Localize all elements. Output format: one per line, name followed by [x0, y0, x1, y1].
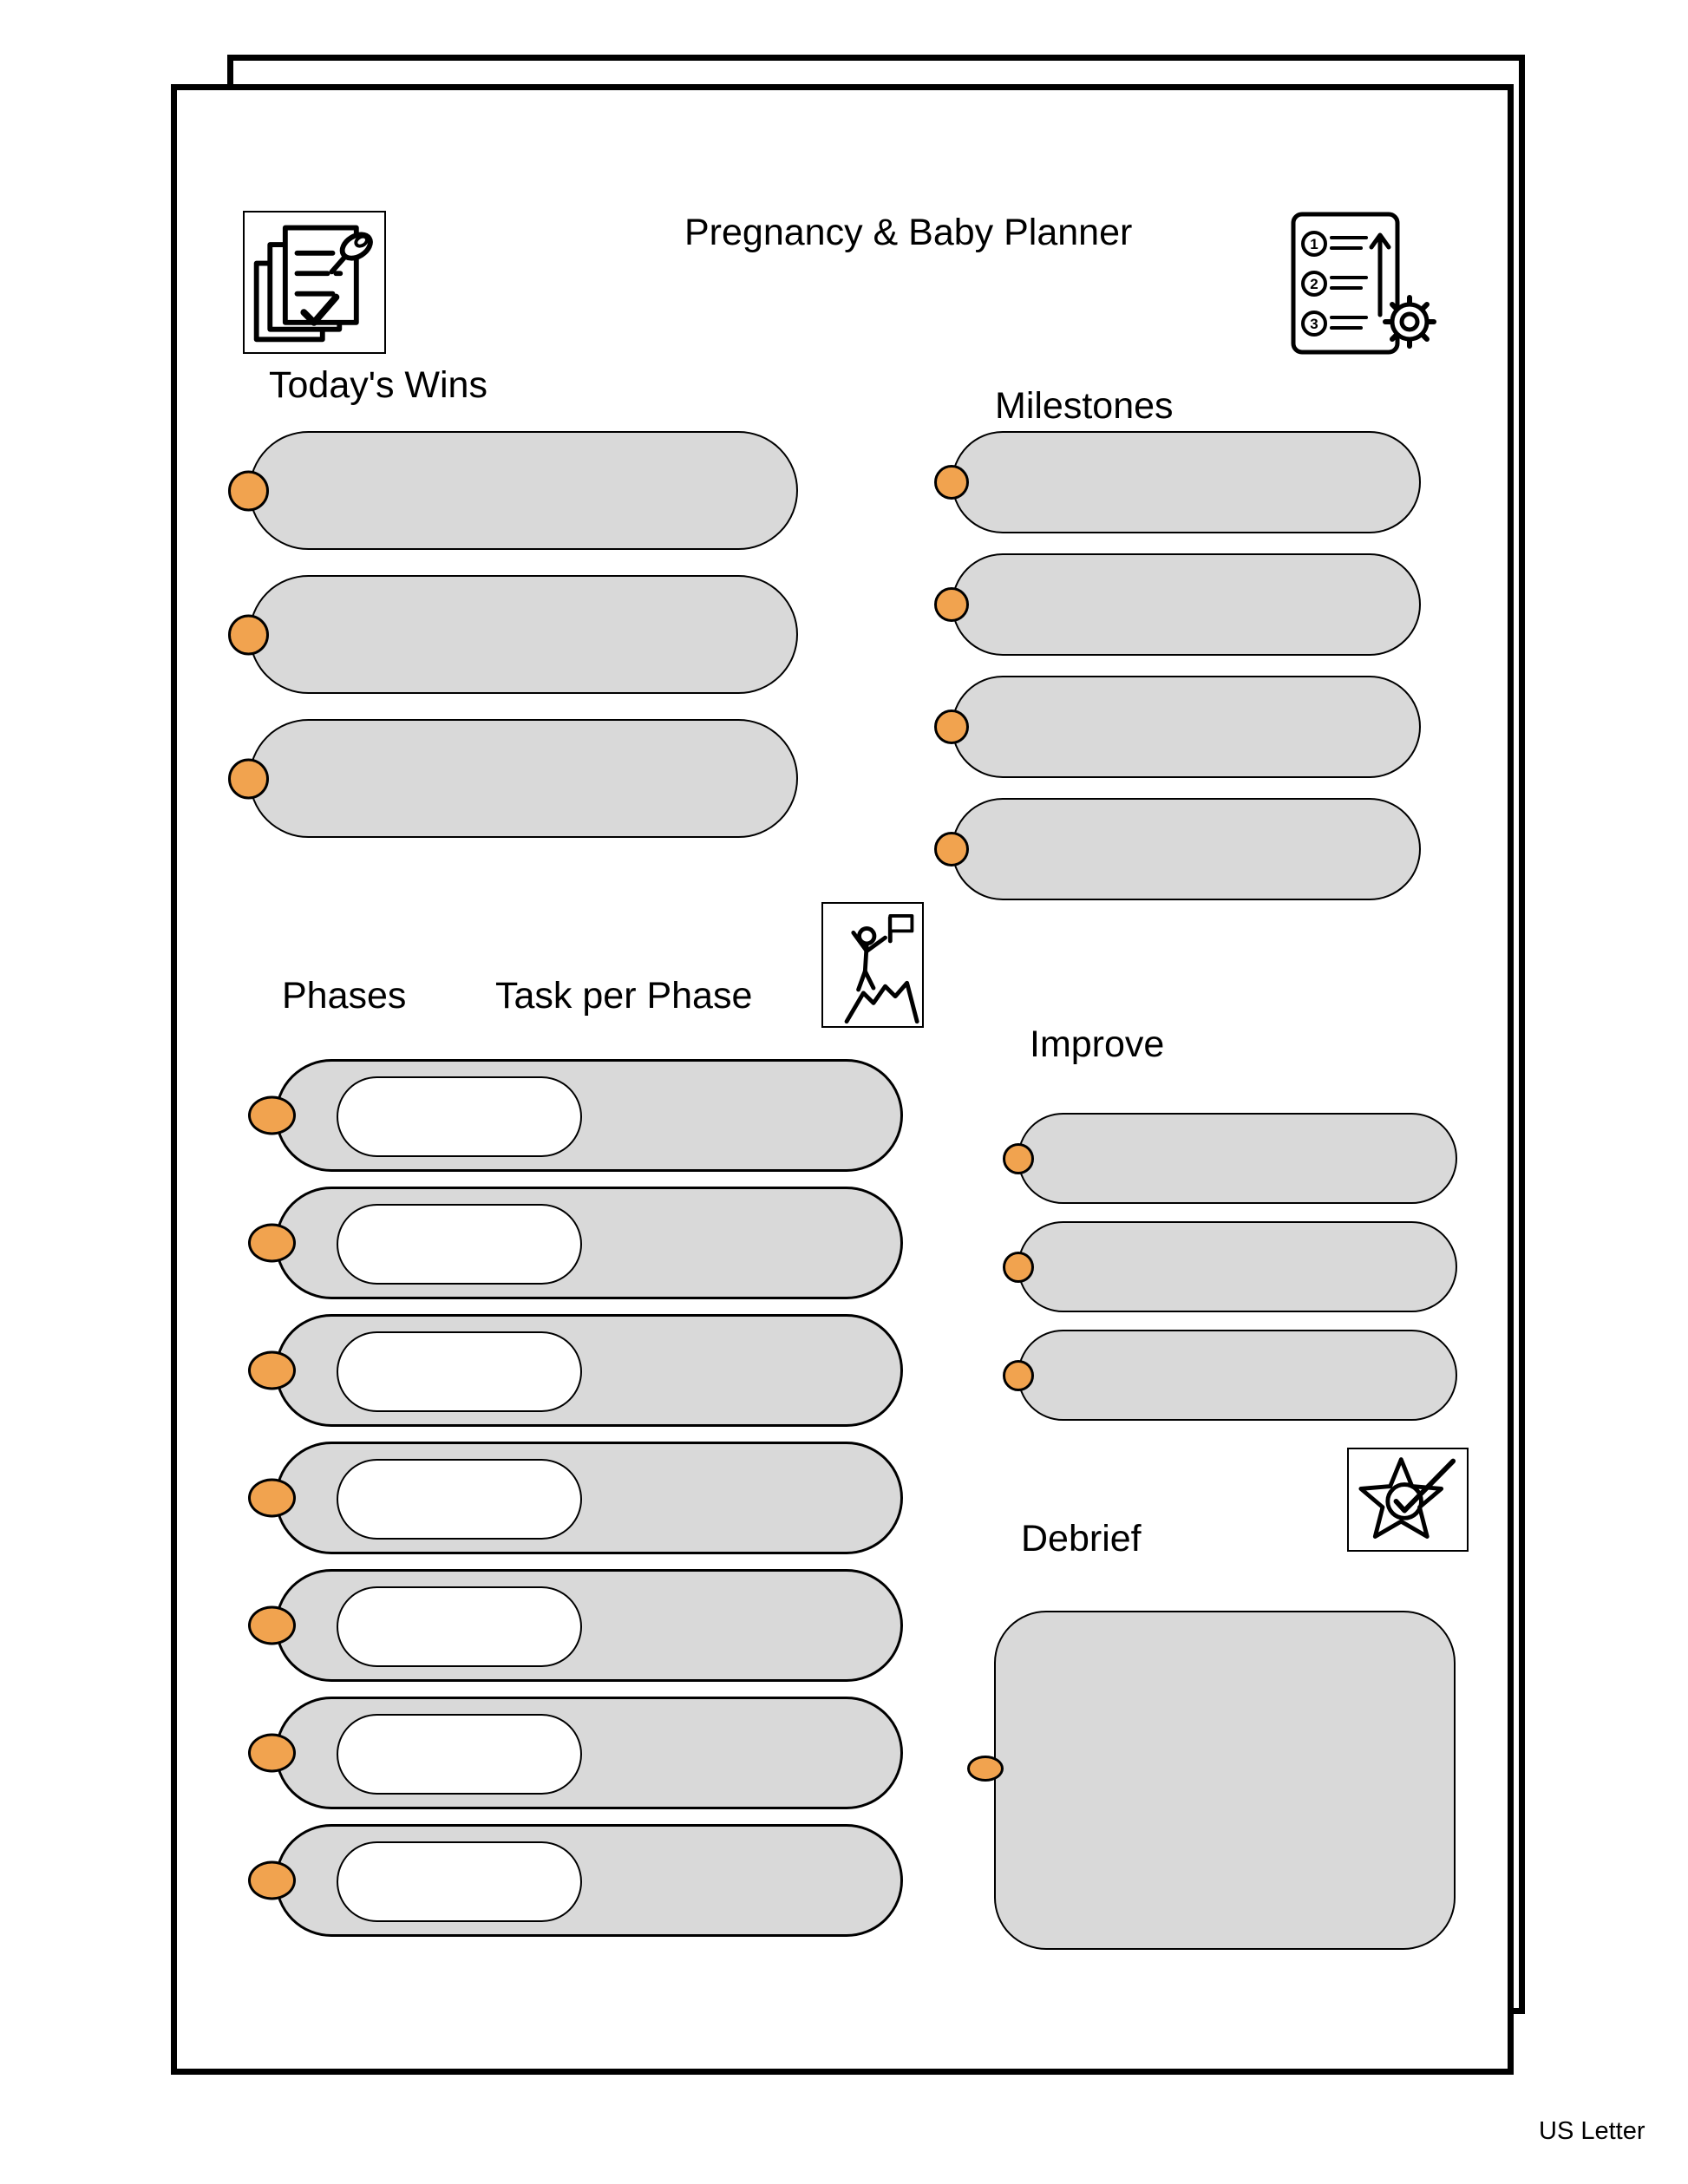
- section-title-milestones: Milestones: [995, 385, 1174, 427]
- connector-dot: [248, 1479, 296, 1518]
- phase-task-field[interactable]: [275, 1697, 903, 1809]
- phase-name-field[interactable]: [337, 1331, 582, 1412]
- connector-dot: [1003, 1360, 1034, 1391]
- section-title-task-per-phase: Task per Phase: [495, 975, 753, 1017]
- connector-dot: [1003, 1143, 1034, 1174]
- connector-dot: [967, 1756, 1004, 1782]
- connector-dot: [1003, 1252, 1034, 1283]
- pinned-notes-icon: [243, 211, 386, 354]
- phase-task-field[interactable]: [275, 1059, 903, 1172]
- section-title-improve: Improve: [1030, 1023, 1165, 1065]
- debrief-field[interactable]: [994, 1611, 1456, 1950]
- mountain-flag-icon: [821, 902, 924, 1028]
- todays-wins-field[interactable]: [249, 431, 798, 550]
- connector-dot: [934, 587, 969, 622]
- milestone-field[interactable]: [952, 553, 1421, 656]
- svg-text:3: 3: [1310, 316, 1318, 332]
- connector-dot: [934, 709, 969, 744]
- page-title: Pregnancy & Baby Planner: [684, 212, 1133, 253]
- section-title-debrief: Debrief: [1021, 1518, 1142, 1560]
- phase-name-field[interactable]: [337, 1076, 582, 1157]
- connector-dot: [934, 832, 969, 866]
- improve-field[interactable]: [1017, 1330, 1457, 1421]
- todays-wins-fields: [249, 431, 798, 838]
- connector-dot: [248, 1351, 296, 1390]
- phase-task-field[interactable]: [275, 1569, 903, 1682]
- milestone-field[interactable]: [952, 676, 1421, 778]
- improve-fields: [1017, 1113, 1457, 1421]
- connector-dot: [248, 1096, 296, 1135]
- milestone-field[interactable]: [952, 798, 1421, 900]
- connector-dot: [228, 758, 269, 799]
- section-title-todays-wins: Today's Wins: [269, 364, 487, 406]
- phase-task-field[interactable]: [275, 1442, 903, 1554]
- connector-dot: [248, 1224, 296, 1263]
- phase-name-field[interactable]: [337, 1586, 582, 1667]
- svg-text:2: 2: [1310, 276, 1318, 292]
- phase-task-field[interactable]: [275, 1824, 903, 1937]
- todays-wins-field[interactable]: [249, 719, 798, 838]
- numbered-plan-gear-icon: [1290, 211, 1437, 356]
- improve-field[interactable]: [1017, 1113, 1457, 1204]
- paper-size-label: US Letter: [1539, 2117, 1645, 2145]
- section-title-phases: Phases: [282, 975, 407, 1017]
- connector-dot: [248, 1606, 296, 1645]
- todays-wins-field[interactable]: [249, 575, 798, 694]
- improve-field[interactable]: [1017, 1221, 1457, 1312]
- phases-fields: [275, 1059, 903, 1937]
- phase-name-field[interactable]: [337, 1204, 582, 1285]
- phase-task-field[interactable]: [275, 1187, 903, 1299]
- phase-name-field[interactable]: [337, 1459, 582, 1540]
- phase-name-field[interactable]: [337, 1841, 582, 1922]
- phase-task-field[interactable]: [275, 1314, 903, 1427]
- connector-dot: [248, 1861, 296, 1900]
- phase-name-field[interactable]: [337, 1714, 582, 1795]
- milestone-field[interactable]: [952, 431, 1421, 533]
- milestones-fields: [952, 431, 1421, 900]
- connector-dot: [228, 614, 269, 655]
- star-check-icon: [1347, 1448, 1469, 1552]
- connector-dot: [248, 1734, 296, 1773]
- svg-text:1: 1: [1310, 236, 1318, 252]
- connector-dot: [228, 470, 269, 511]
- connector-dot: [934, 465, 969, 500]
